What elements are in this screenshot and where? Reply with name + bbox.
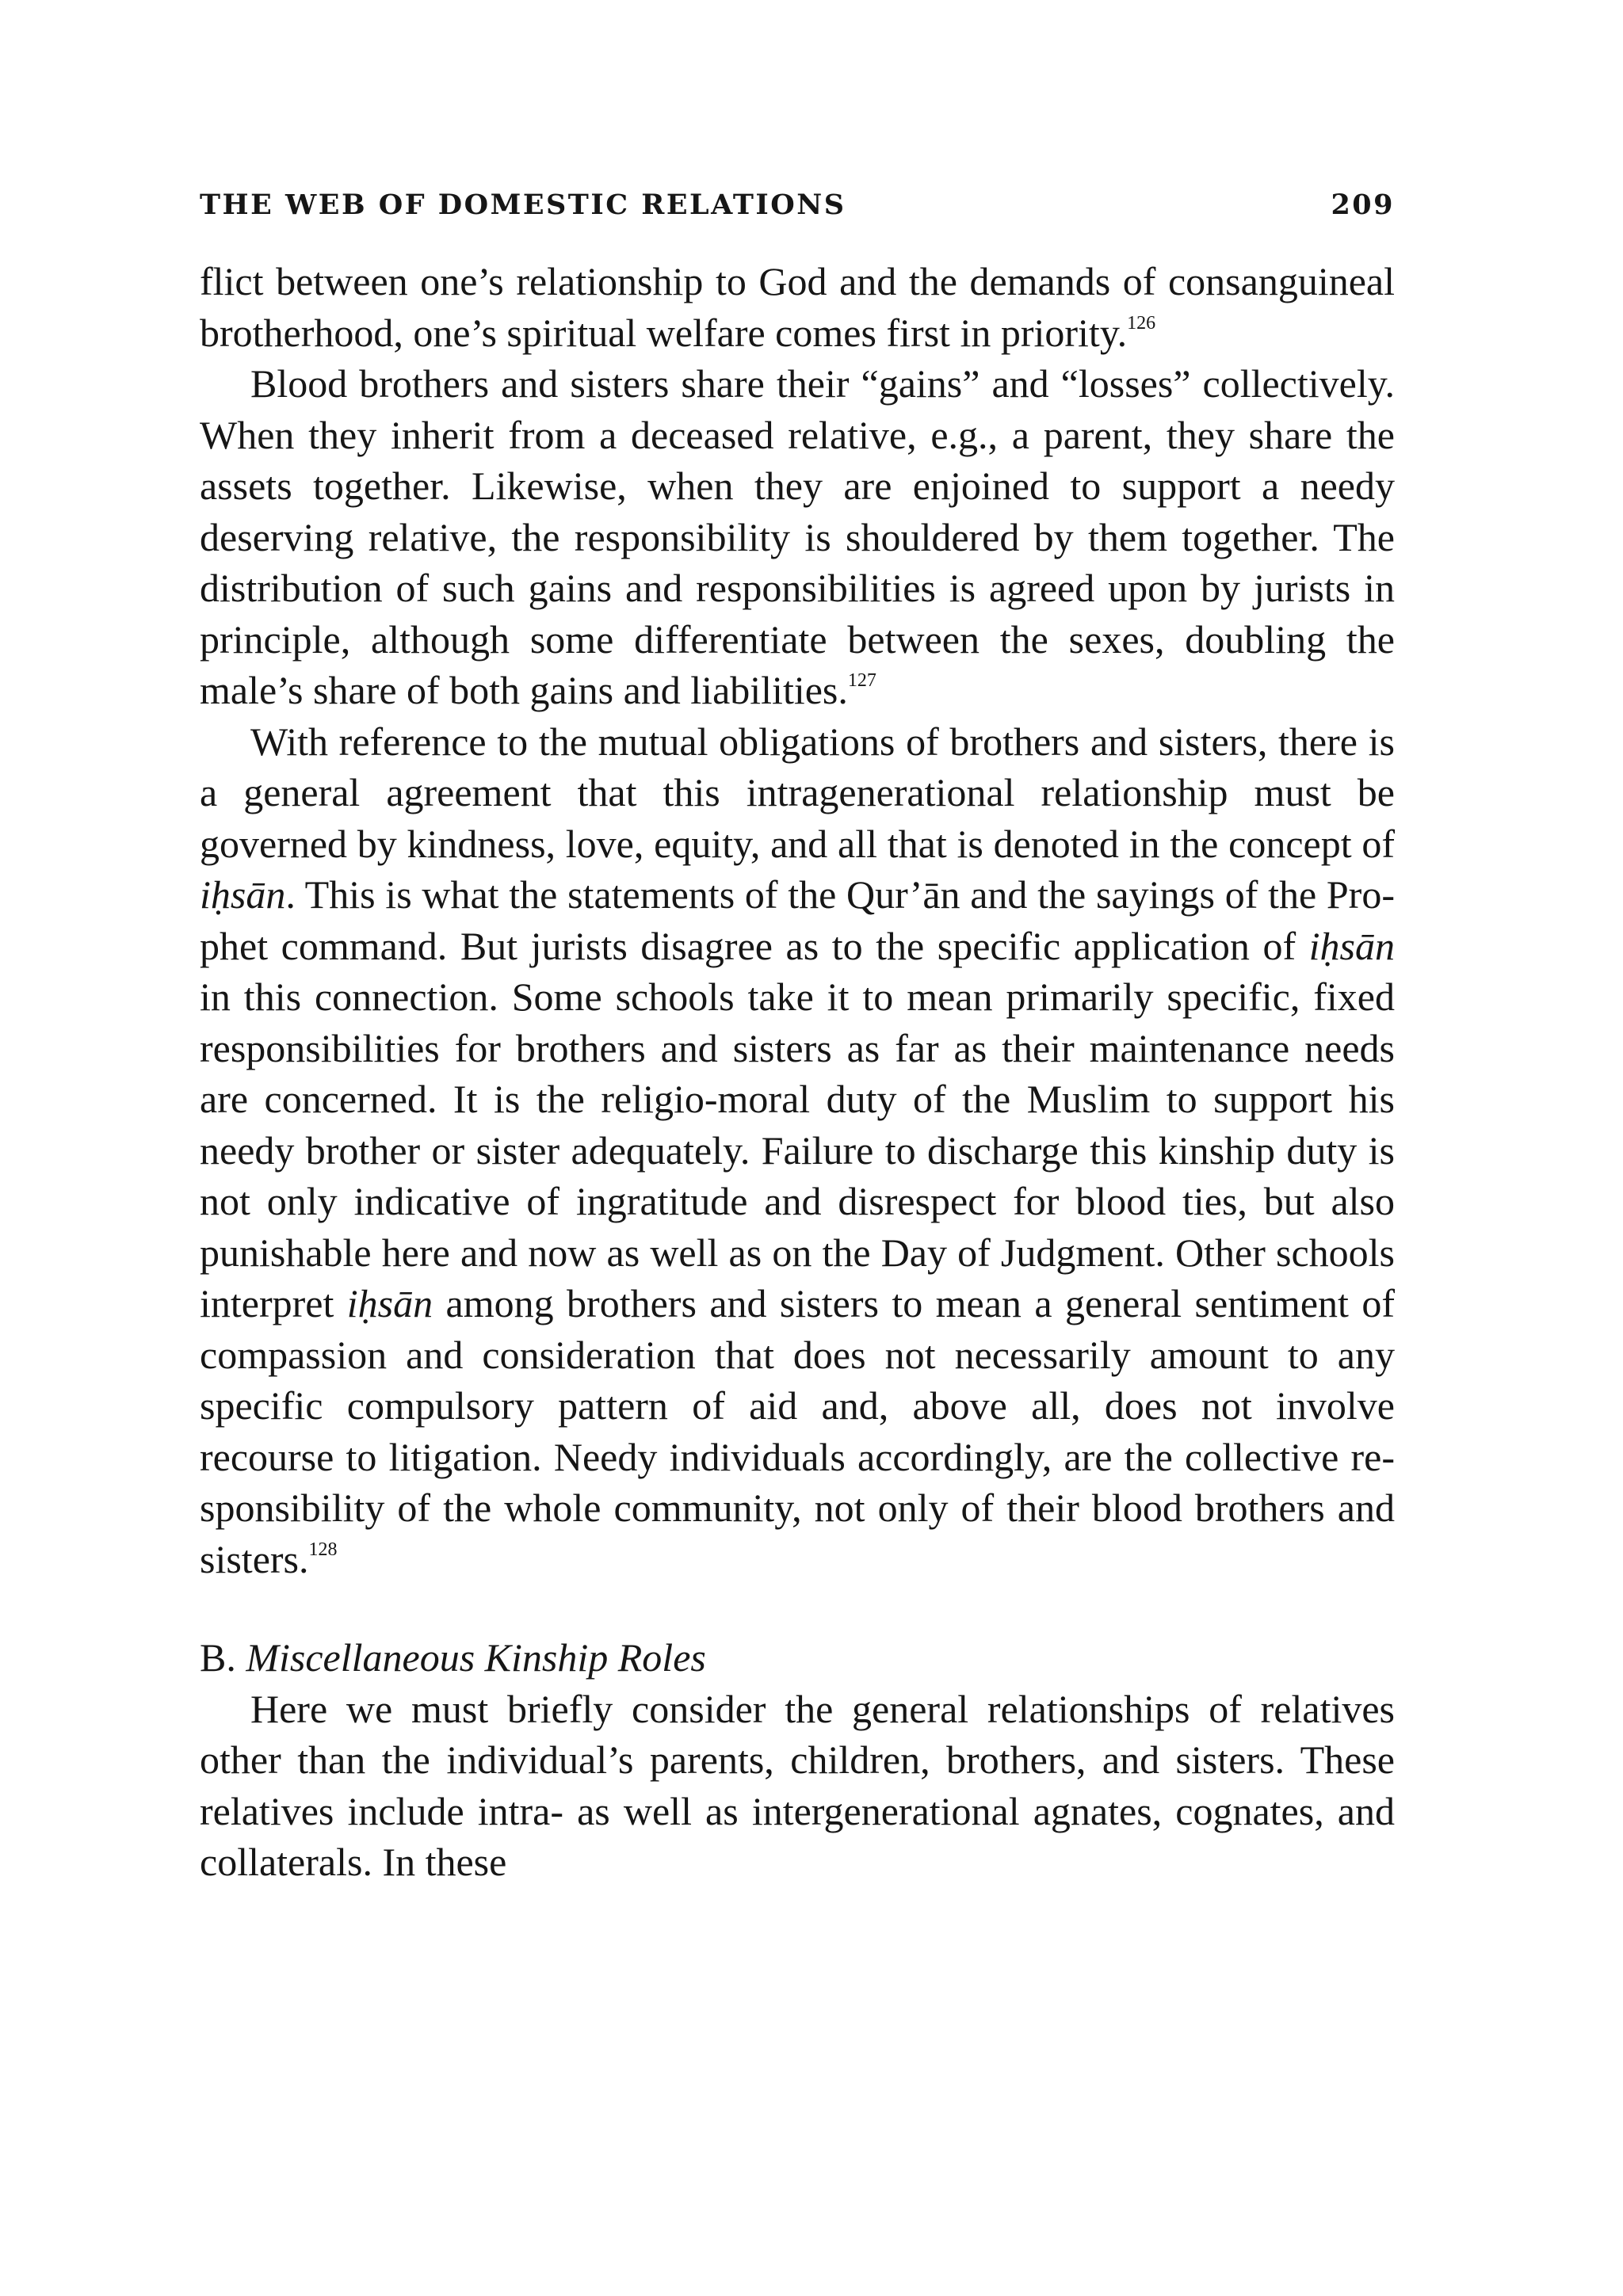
footnote-ref: 127 <box>847 670 876 691</box>
paragraph-text: among brothers and sisters to mean a general sentiment of compassion and consideration that does not necessarily amount to any specific compulsory pattern of aid and, above all, does not involve recourse to litigation. Needy individuals accordingly, are the collective responsibility of the whole community, not only of their blood brothers and sisters. <box>200 1281 1395 1581</box>
paragraph-mutual-obligations <box>200 716 1395 1585</box>
book-page <box>200 189 1395 1888</box>
paragraph-text: . This is what the statements of the Qur’ān and the sayings of the Prophet command. But jurists disagree as to the specific application of <box>200 872 1395 968</box>
paragraph-continuation <box>200 256 1395 358</box>
section-label: B. <box>200 1635 236 1680</box>
paragraph-kinship-roles <box>200 1684 1395 1888</box>
running-head <box>200 189 1395 221</box>
italic-term: iḥsān <box>1308 923 1395 968</box>
paragraph-gains-losses <box>200 358 1395 716</box>
section-title: Miscellaneous Kinship Roles <box>246 1635 706 1680</box>
italic-term: iḥsān <box>200 872 286 917</box>
paragraph-text: in this connection. Some schools take it to mean primarily specific, fixed responsibilities for brothers and sisters as far as their maintenance needs are concerned. It is the religio-moral duty of the Muslim to support his needy brother or sister adequately. Failure to discharge this kinship duty is not only indicative of ingratitude and disrespect for blood ties, but also punishable here and now as well as on the Day of Judgment. Other schools interpret <box>200 974 1395 1325</box>
section-heading <box>200 1632 1395 1684</box>
paragraph-text: flict between one’s relationship to God and the demands of consanguineal brotherhood, one’s spiritual welfare comes first in priority. <box>200 259 1395 355</box>
footnote-ref: 126 <box>1127 312 1156 334</box>
footnote-ref: 128 <box>308 1539 338 1560</box>
page-number: 209 <box>1331 189 1395 221</box>
running-title: THE WEB OF DOMESTIC RELATIONS <box>200 189 846 221</box>
paragraph-text: Blood brothers and sisters share their “gains” and “losses” collectively. When they inherit from a deceased relative, e.g., a parent, they share the assets together. Likewise, when they are enjoined to support a needy deserving relative, the responsibility is shouldered by them together. The distribution of such gains and responsibilities is agreed upon by jurists in principle, although some differentiate between the sexes, doubling the male’s share of both gains and liabilities. <box>200 361 1395 712</box>
body-text <box>200 256 1395 1585</box>
section-body <box>200 1684 1395 1888</box>
paragraph-text: With reference to the mutual obligations of brothers and sisters, there is a general agreement that this intragenerational relationship must be governed by kindness, love, equity, and all that is denoted in the concept of <box>200 719 1395 866</box>
paragraph-text: Here we must briefly consider the general relationships of relatives other than the individual’s parents, children, brothers, and sisters. These relatives include intra- as well as intergenerational agnates, cognates, and collaterals. In these <box>200 1686 1395 1884</box>
italic-term: iḥsān <box>346 1281 433 1325</box>
